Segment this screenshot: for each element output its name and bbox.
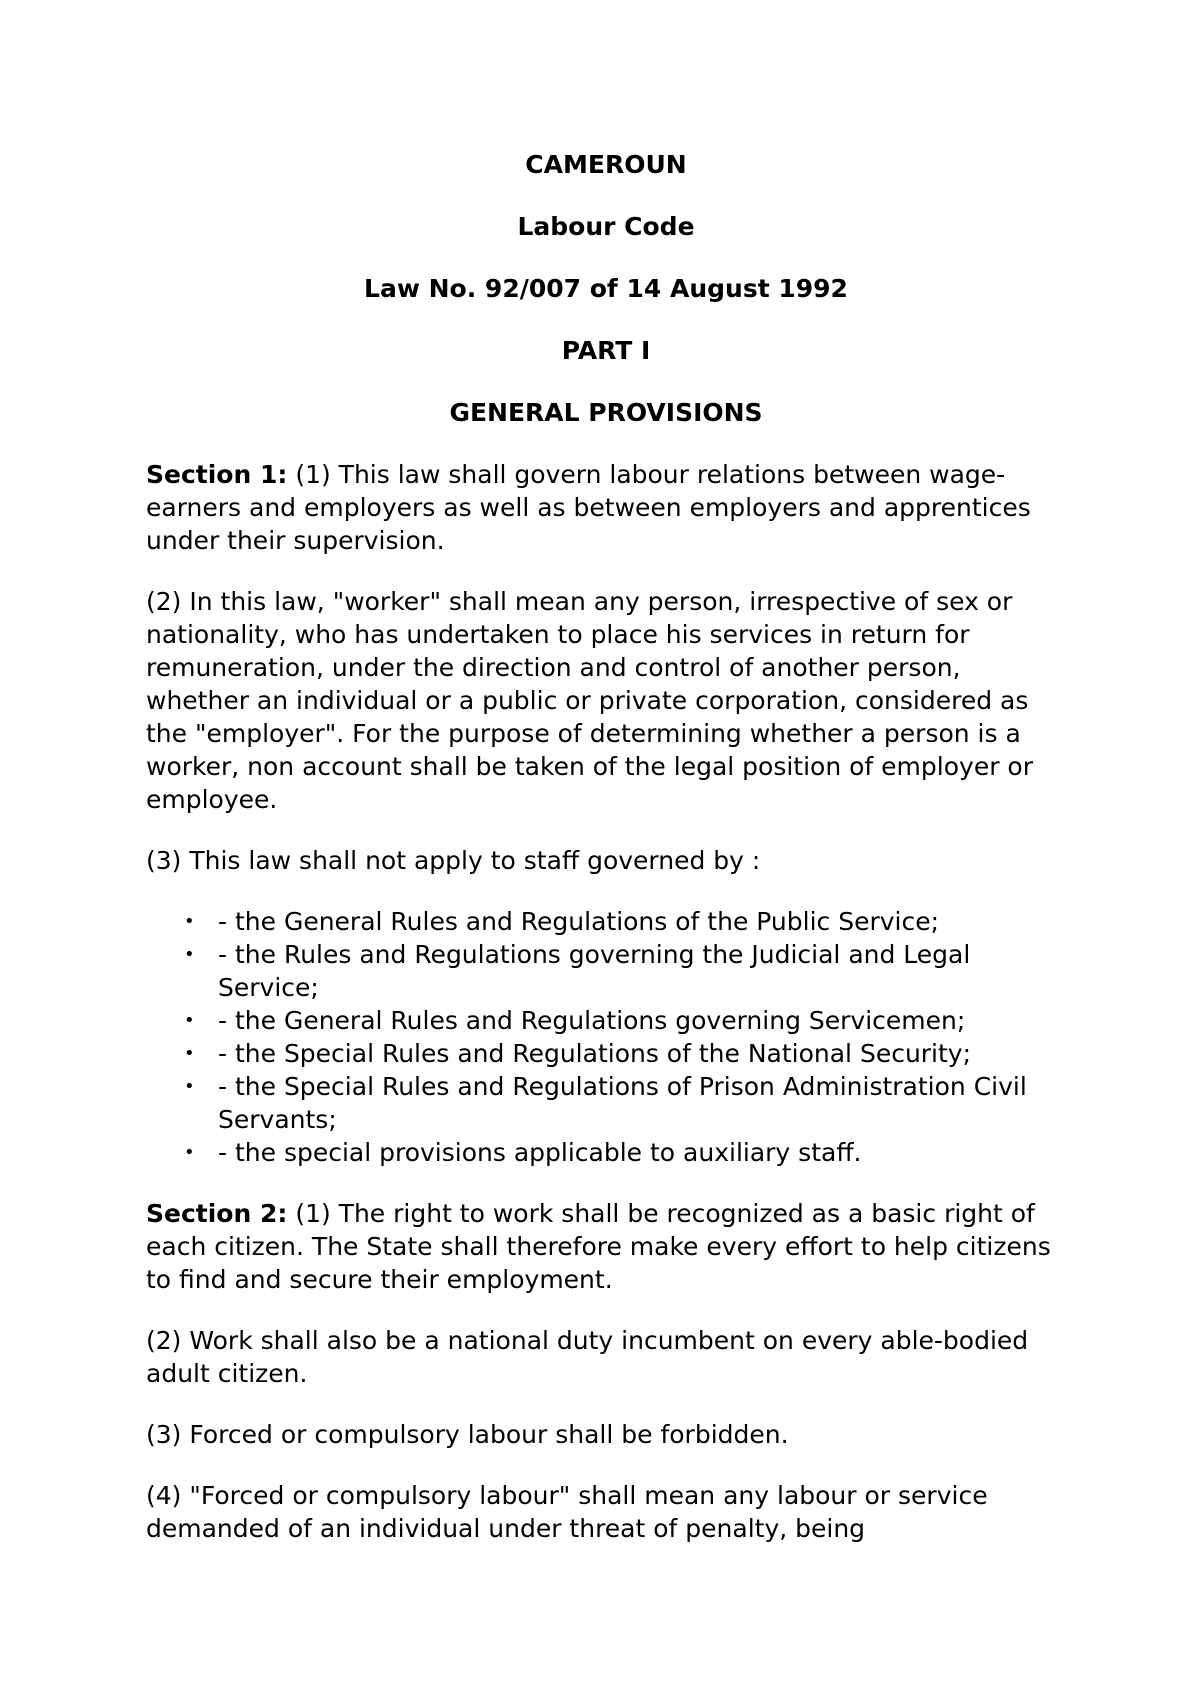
section1-paragraph2: (2) In this law, "worker" shall mean any person, irrespective of sex or nationality, who has undertaken to place his services in return for remuneration, under the direction and control of another person, whether an individual or a public or private corporation, considered as the "employer". For the purpose of determining whether a person is a worker, non account shall be taken of the legal position of employer or employee. (146, 587, 1033, 814)
section2-paragraph1 (146, 1197, 1066, 1296)
section1-label: Section 1: (146, 460, 288, 489)
section2-p1-text: (1) The right to work shall be recognized as a basic right of each citizen. The State shall therefore make every effort to help citizens to find and secure their employment. (146, 1199, 1051, 1294)
bullet-icon: • (184, 911, 195, 932)
bullet-icon: • (184, 1076, 195, 1097)
list-item: • - the Special Rules and Regulations of Prison Administration Civil Servants; (184, 1072, 1027, 1134)
law-reference: Law No. 92/007 of 14 August 1992 (364, 274, 848, 303)
list-item: • - the special provisions applicable to auxiliary staff. (184, 1138, 862, 1167)
country-heading: CAMEROUN (525, 150, 687, 179)
section2-label: Section 2: (146, 1199, 288, 1228)
exclusions-list (146, 905, 1066, 1169)
section1-p1-text: (1) This law shall govern labour relations between wage-earners and employers as well as between employers and apprentices under their supervision. (146, 460, 1031, 555)
section2-paragraph2: (2) Work shall also be a national duty incumbent on every able-bodied adult citizen. (146, 1326, 1029, 1388)
code-title: Labour Code (517, 212, 695, 241)
section2-paragraph3: (3) Forced or compulsory labour shall be forbidden. (146, 1420, 789, 1449)
bullet-icon: • (184, 944, 195, 965)
document-page (146, 148, 1066, 1573)
list-item: • - the General Rules and Regulations governing Servicemen; (184, 1006, 966, 1035)
bullet-icon: • (184, 1010, 195, 1031)
section1-paragraph3: (3) This law shall not apply to staff governed by : (146, 846, 761, 875)
section2-paragraph4: (4) "Forced or compulsory labour" shall mean any labour or service demanded of an individual under threat of penalty, being (146, 1481, 988, 1543)
bullet-icon: • (184, 1142, 195, 1163)
part-number: PART I (561, 336, 651, 365)
list-item: • - the Rules and Regulations governing the Judicial and Legal Service; (184, 940, 971, 1002)
bullet-icon: • (184, 1043, 195, 1064)
section1-paragraph1 (146, 458, 1066, 557)
part-title: GENERAL PROVISIONS (449, 398, 763, 427)
list-item: • - the Special Rules and Regulations of the National Security; (184, 1039, 972, 1068)
list-item: • - the General Rules and Regulations of the Public Service; (184, 907, 940, 936)
